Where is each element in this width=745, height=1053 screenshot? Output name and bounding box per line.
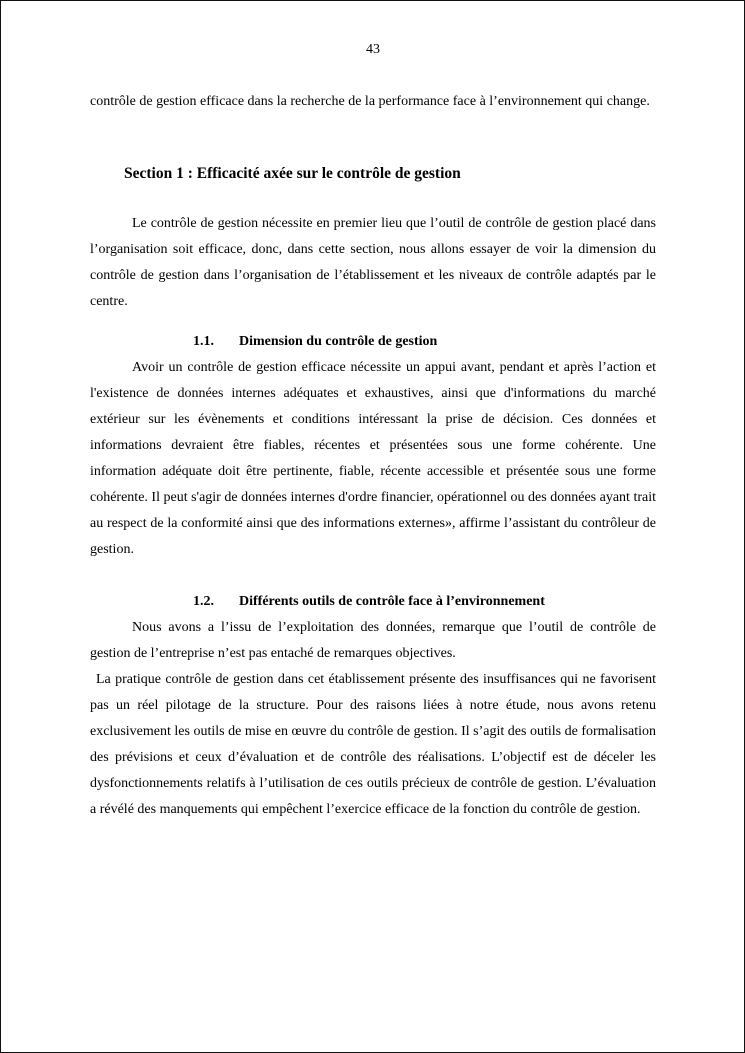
paragraph-section-intro: Le contrôle de gestion nécessite en premier lieu que l’outil de contrôle de gestion placé dans l’organisation soit efficace, donc, dans cette section, nous allons essayer de voir la dimension du contrôle de gestion dans l’organisation de l’établissement et les niveaux de contrôle adaptés par le centre. [90, 216, 656, 309]
subheading-1-2-number: 1.2. [193, 594, 214, 609]
subheading-1-2 [193, 589, 656, 615]
subheading-1-2-title: Différents outils de contrôle face à l’environnement [239, 594, 545, 609]
paragraph-dimension: Avoir un contrôle de gestion efficace nécessite un appui avant, pendant et après l’action et l'existence de données internes adéquates et exhaustives, ainsi que d'informations du marché extérieur sur les évènements et conditions intéressant la prise de décision. Ces données et informations devraient être fiables, récentes et présentées sous une forme cohérente. Une information adéquate doit être pertinente, fiable, récente accessible et présentée sous une forme cohérente. Il peut s'agir de données internes d'ordre financier, opérationnel ou des données ayant trait au respect de la conformité ainsi que des informations externes», affirme l’assistant du contrôleur de gestion. [90, 360, 656, 557]
page-number: 43 [366, 42, 380, 57]
subheading-1-1 [193, 329, 656, 355]
section-heading: Section 1 : Efficacité axée sur le contrôle de gestion [124, 165, 461, 182]
paragraph-pratique: La pratique contrôle de gestion dans cet établissement présente des insuffisances qui ne favorisent pas un réel pilotage de la structure. Pour des raisons liées à notre étude, nous avons retenu exclusivement les outils de mise en œuvre du contrôle de gestion. Il s’agit des outils de formalisation des prévisions et ceux d’évaluation et de contrôle des réalisations. L’objectif est de déceler les dysfonctionnements relatifs à l’utilisation de ces outils précieux de contrôle de gestion. L’évaluation a révélé des manquements qui empêchent l’exercice efficace de la fonction du contrôle de gestion. [90, 672, 656, 817]
subheading-1-1-number: 1.1. [193, 334, 214, 349]
paragraph-continuation: contrôle de gestion efficace dans la recherche de la performance face à l’environnement qui change. [90, 94, 650, 109]
subheading-1-1-title: Dimension du contrôle de gestion [239, 334, 438, 349]
paragraph-outils-intro: Nous avons a l’issu de l’exploitation des données, remarque que l’outil de contrôle de gestion de l’entreprise n’est pas entaché de remarques objectives. [90, 620, 656, 661]
